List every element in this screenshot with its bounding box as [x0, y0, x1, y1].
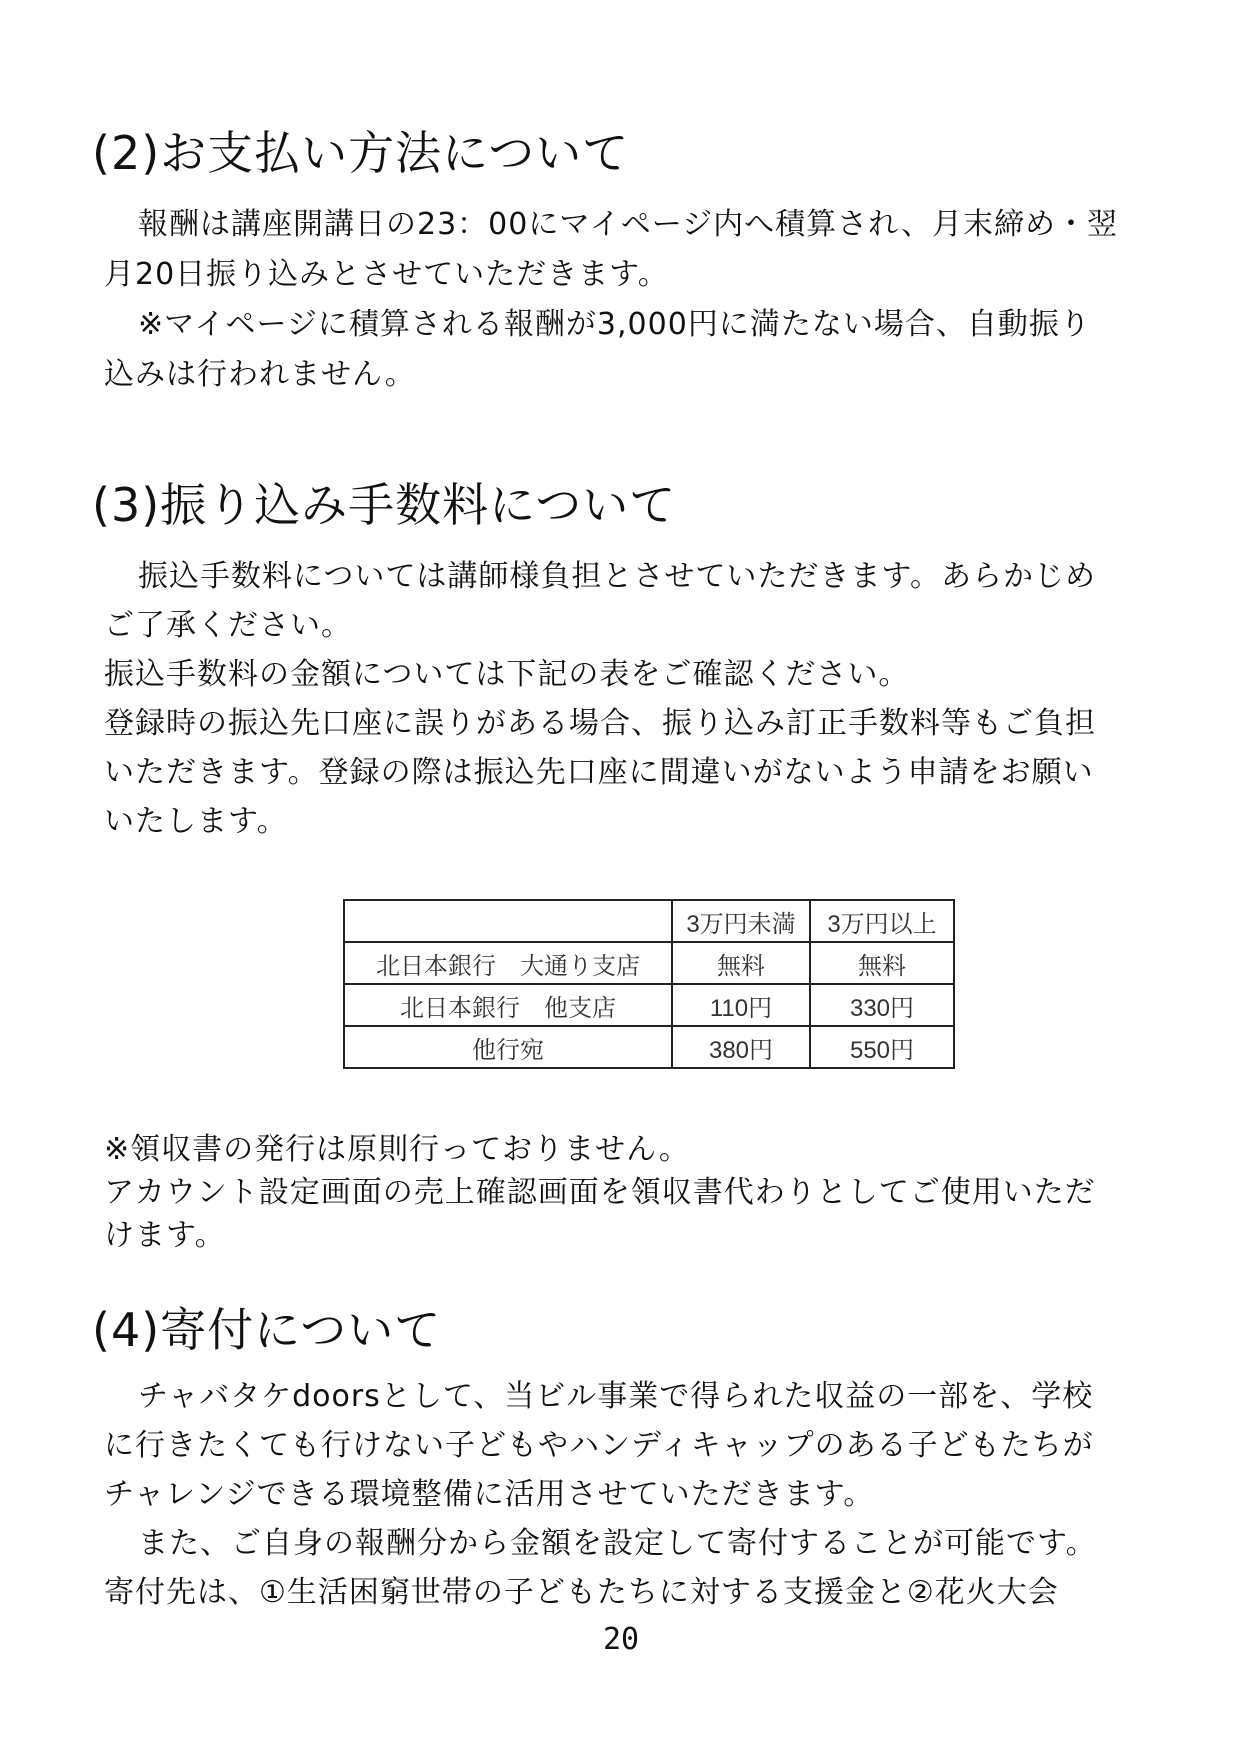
- paragraph-line: 寄付先は、①生活困窮世帯の子どもたちに対する支援金と②花火大会: [104, 1575, 1059, 1610]
- table-cell: 380円: [672, 1026, 810, 1068]
- paragraph-line: チャレンジできる環境整備に活用させていただきます。: [104, 1477, 875, 1512]
- paragraph-line: また、ご自身の報酬分から金額を設定して寄付することが可能です。: [138, 1526, 1097, 1561]
- paragraph-line: 込みは行われません。: [104, 357, 416, 392]
- paragraph-line: 登録時の振込先口座に誤りがある場合、振り込み訂正手数料等もご負担: [104, 706, 1096, 741]
- table-row: [344, 984, 954, 1026]
- section-heading-donation: (4)寄付について: [92, 1303, 442, 1357]
- receipt-notes: [104, 1128, 1164, 1257]
- table-cell: 330円: [810, 984, 954, 1026]
- paragraph-line: いただきます。登録の際は振込先口座に間違いがないよう申請をお願い: [104, 755, 1094, 790]
- table-cell: 550円: [810, 1026, 954, 1068]
- section-heading-payment: (2)お支払い方法について: [92, 126, 630, 180]
- paragraph-line: けます。: [104, 1218, 226, 1253]
- table-header-row: [344, 900, 954, 942]
- paragraph-line: 振込手数料については講師様負担とさせていただきます。あらかじめ: [138, 559, 1096, 594]
- section-heading-fee: (3)振り込み手数料について: [92, 478, 677, 532]
- paragraph-line: ※領収書の発行は原則行っておりません。: [104, 1132, 690, 1167]
- section-body-donation: [104, 1372, 1164, 1617]
- section-body-payment: [104, 200, 1164, 400]
- table-row: [344, 942, 954, 984]
- table-header-cell: 3万円未満: [672, 900, 810, 942]
- table-header-cell: [344, 900, 672, 942]
- table-cell: 他行宛: [344, 1026, 672, 1068]
- transfer-fee-table: [343, 899, 955, 1069]
- paragraph-line: に行きたくても行けない子どもやハンディキャップのある子どもたちが: [104, 1428, 1094, 1463]
- paragraph-line: いたします。: [104, 804, 288, 839]
- page-number: 20: [602, 1622, 640, 1657]
- table-cell: 北日本銀行 大通り支店: [344, 942, 672, 984]
- paragraph-line: 月20日振り込みとさせていただきます。: [104, 257, 669, 292]
- table-cell: 110円: [672, 984, 810, 1026]
- paragraph-line: 振込手数料の金額については下記の表をご確認ください。: [104, 657, 910, 692]
- table-cell: 北日本銀行 他支店: [344, 984, 672, 1026]
- table-header-cell: 3万円以上: [810, 900, 954, 942]
- paragraph-line: ※マイページに積算される報酬が3,000円に満たない場合、自動振り: [138, 307, 1091, 342]
- section-body-fee: [104, 552, 1164, 846]
- paragraph-line: ご了承ください。: [104, 608, 352, 643]
- table-row: [344, 1026, 954, 1068]
- table-cell: 無料: [672, 942, 810, 984]
- paragraph-line: チャバタケdoorsとして、当ビル事業で得られた収益の一部を、学校: [138, 1379, 1094, 1414]
- table-cell: 無料: [810, 942, 954, 984]
- paragraph-line: アカウント設定画面の売上確認画面を領収書代わりとしてご使用いただ: [104, 1175, 1096, 1210]
- paragraph-line: 報酬は講座開講日の23：00にマイページ内へ積算され、月末締め・翌: [138, 207, 1118, 242]
